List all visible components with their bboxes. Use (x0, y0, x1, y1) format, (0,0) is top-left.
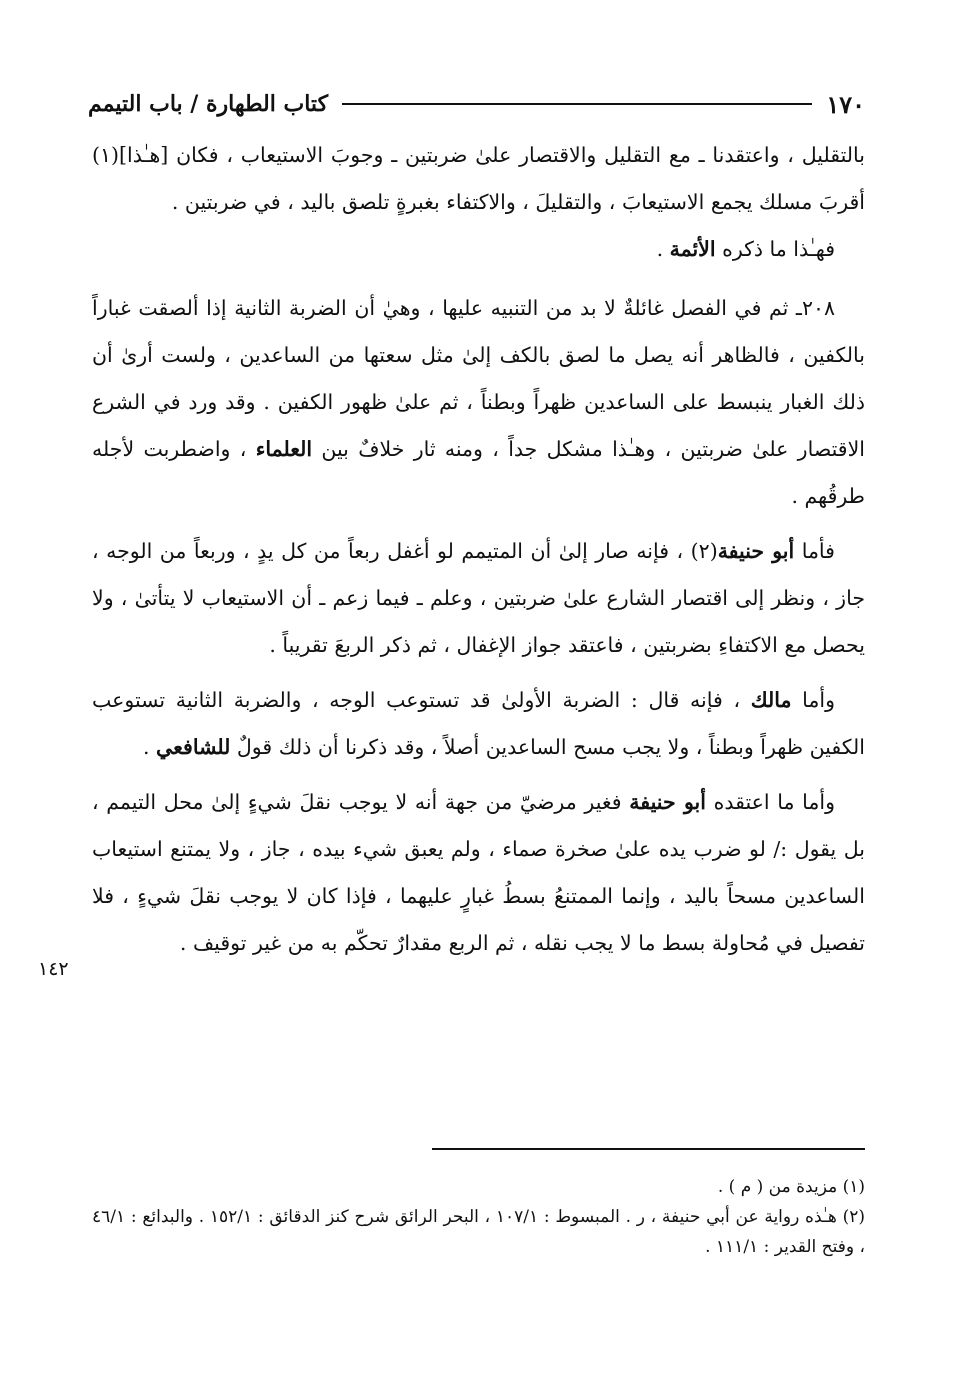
text-line: [هـٰذا](١) أقربَ مسلك يجمع الاستيعابَ ، والتقليلَ ، والاكتفاء بغبرةٍ تلصق باليد ، (92, 143, 865, 214)
running-title: كتاب الطهارة / باب التيمم (88, 91, 329, 117)
bold-term: للشافعي (156, 735, 231, 759)
footnote-2: (٢) هـٰذه رواية عن أبي حنيفة ، ر . المبسوط : ١٠٧/١ ، البحر الرائق شرح كنز الدقائق : ١٥٢/١ . والبدائع : ٤٦/١ ، وفتح القدير : ١١١/١ . (92, 1207, 865, 1257)
footnotes (92, 1172, 865, 1262)
bold-term: أبو حنيفة (717, 539, 795, 563)
main-text (92, 132, 865, 967)
text-line: في ضربتين . (171, 190, 281, 214)
paragraph-abu-hanifa: فأما أبو حنيفة(٢) ، فإنه صار إلىٰ أن المتيمم لو أغفل ربعاً من كل يدٍ ، وربعاً من الوجه ، جاز ، ونظر إلى اقتصار الشارع علىٰ ضربتين ، وعلم ـ فيما زعم ـ أن الاستيعاب لا يتأتىٰ ، ولا يحصل مع الاكتفاءِ بضربتين ، فاعتقد جواز الإغفال ، ثم ذكر الربعَ تقريباً . (92, 539, 865, 657)
text-line: بالتقليل ، واعتقدنا ـ مع التقليل والاقتصار علىٰ ضربتين ـ وجوبَ الاستيعاب ، فكان (176, 143, 865, 167)
paragraph-malik: وأما مالك ، فإنه قال : الضربة الأولىٰ قد تستوعب الوجه ، والضربة الثانية تستوعب الكفين ظهراً وبطناً ، ولا يجب مسح الساعدين أصلاً ، وقد ذكرنا أن ذلك قولٌ للشافعي . (92, 688, 865, 759)
bold-term: أبو حنيفة (629, 790, 706, 814)
paragraph-imams: فهـٰذا ما ذكره الأئمة . (656, 237, 835, 261)
paragraph-208: ٢٠٨ـ ثم في الفصل غائلةٌ لا بد من التنبيه عليها ، وهيٰ أن الضربة الثانية إذا ألصقت غباراً بالكفين ، فالظاهر أنه يصل ما لصق بالكف إلىٰ مثل سعتها من الساعدين ، ولست أرىٰ أن ذلك الغبار ينبسط على الساعدين ظهراً وبطناً ، ثم علىٰ ظهور الكفين . وقد ورد في الشرع الاقتصار علىٰ ضربتين ، وهـٰذا مشكل جداً ، ومنه ثار خلافٌ بين العلماء ، واضطربت لأجله طرقُهم . (92, 296, 865, 508)
bold-term: الأئمة (669, 237, 716, 261)
header-rule (342, 103, 812, 105)
bold-term: العلماء (255, 437, 313, 461)
bold-term: مالك (750, 688, 792, 712)
page-number: ١٧٠ (826, 89, 865, 119)
footnote-rule (432, 1148, 865, 1150)
page-header (88, 84, 865, 124)
footnote-1: (١) مزيدة من ( م ) . (717, 1177, 865, 1197)
margin-folio-number: ١٤٢ (38, 958, 69, 980)
paragraph-continuation (92, 132, 865, 226)
paragraph-critique: وأما ما اعتقده أبو حنيفة فغير مرضيّ من جهة أنه لا يوجب نقلَ شيءٍ إلىٰ محل التيمم ، بل يقول :/ لو ضرب يده علىٰ صخرة صماء ، ولم يعبق شيء بيده ، جاز ، ولا يمتنع استيعاب الساعدين مسحاً باليد ، وإنما الممتنعُ بسطُ غبارٍ عليهما ، فإذا كان لا يوجب نقلَ شيءٍ ، فلا تفصيل في مُحاولة بسط ما لا يجب نقله ، ثم الربع مقدارٌ تحكّم به من غير توقيف . (92, 790, 865, 955)
